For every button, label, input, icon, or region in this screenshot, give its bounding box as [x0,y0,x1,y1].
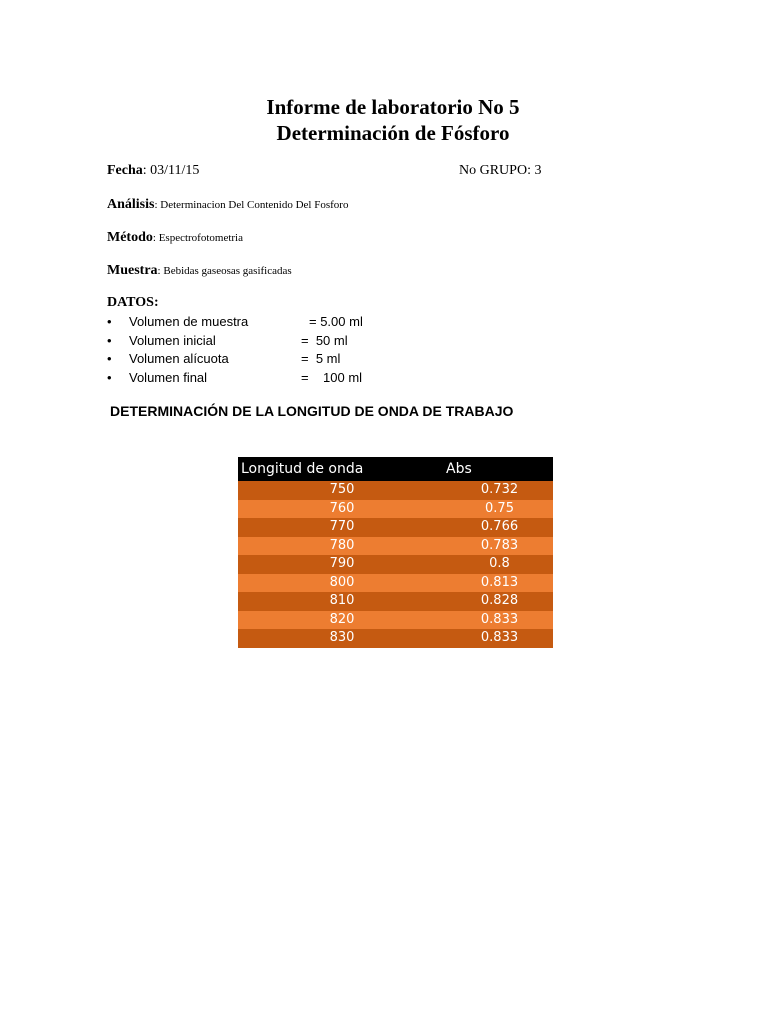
table-header-row [238,457,553,481]
muestra-label: Muestra [107,263,158,278]
report-title: Informe de laboratorio No 5 [266,95,520,119]
column-header-wavelength: Longitud de onda [238,457,446,481]
fecha-field [107,163,199,179]
muestra-value: : Bebidas gaseosas gasificadas [157,265,292,277]
wavelength-table [238,457,553,648]
datos-item-name: Volumen final [129,369,208,385]
report-subtitle: Determinación de Fósforo [276,121,510,145]
metodo-label: Método [107,230,153,245]
datos-item-value: = 5.00 ml [309,314,363,329]
datos-item-name: Volumen de muestra [129,314,249,329]
cell-wavelength: 820 [238,611,446,630]
section-heading: DETERMINACIÓN DE LA LONGITUD DE ONDA DE TRABAJO [110,403,514,419]
cell-abs: 0.828 [446,592,553,611]
metodo-field [107,230,243,246]
cell-abs: 0.813 [446,574,553,593]
datos-item-value: = 5 ml [301,351,341,366]
table-row [238,574,553,593]
cell-wavelength: 800 [238,574,446,593]
cell-wavelength: 750 [238,481,446,500]
cell-abs: 0.833 [446,611,553,630]
analisis-field [107,197,348,213]
table-row [238,629,553,648]
analisis-value: : Determinacion Del Contenido Del Fosforo [154,199,349,211]
bullet-icon: • [107,314,112,329]
column-header-abs: Abs [446,457,553,481]
bullet-icon: • [107,369,112,385]
table-row [238,500,553,519]
datos-item-value: = 100 ml [301,369,363,385]
datos-item-value: = 50 ml [301,332,348,348]
cell-abs: 0.732 [446,481,553,500]
cell-wavelength: 810 [238,592,446,611]
table-row [238,611,553,630]
bullet-icon: • [107,332,112,348]
cell-abs: 0.833 [446,629,553,648]
metodo-value: : Espectrofotometria [152,232,243,244]
datos-heading: DATOS: [107,295,159,310]
cell-wavelength: 790 [238,555,446,574]
fecha-value: : 03/11/15 [142,163,200,178]
table-row [238,537,553,556]
analisis-label: Análisis [107,197,155,212]
cell-wavelength: 830 [238,629,446,648]
cell-wavelength: 760 [238,500,446,519]
table-row [238,518,553,537]
table-row [238,481,553,500]
table-row [238,592,553,611]
bullet-icon: • [107,351,112,366]
cell-abs: 0.8 [446,555,553,574]
cell-abs: 0.75 [446,500,553,519]
cell-abs: 0.783 [446,537,553,556]
datos-item-name: Volumen alícuota [129,351,229,366]
muestra-field [107,263,292,279]
table-row [238,555,553,574]
cell-wavelength: 770 [238,518,446,537]
datos-item-name: Volumen inicial [129,332,216,348]
fecha-label: Fecha [107,163,143,178]
cell-abs: 0.766 [446,518,553,537]
grupo-field: No GRUPO: 3 [459,163,542,178]
cell-wavelength: 780 [238,537,446,556]
